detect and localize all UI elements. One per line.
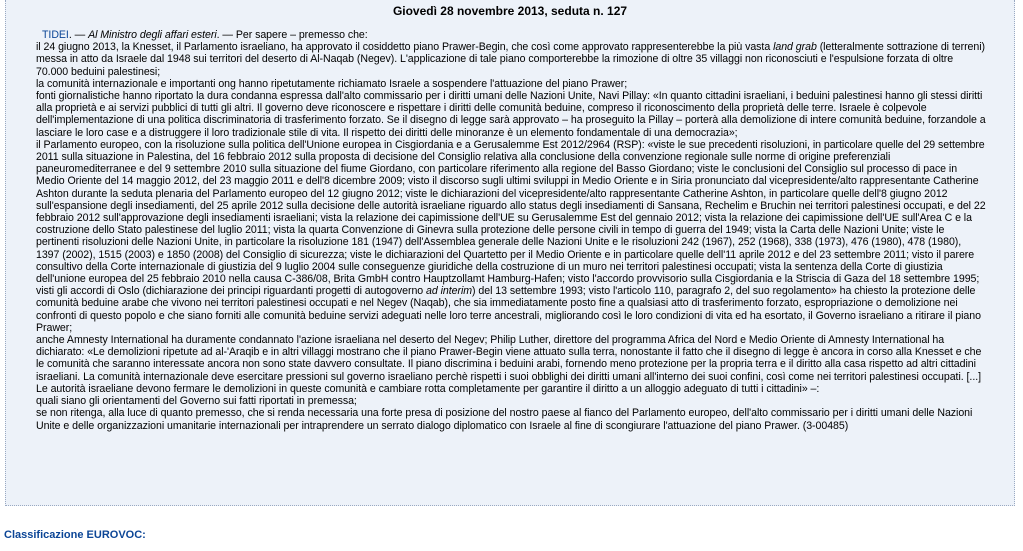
paragraph-1-part-a: il 24 giugno 2013, la Knesset, il Parlamento israeliano, ha approvato il cosiddetto piano Prawer-Begin, che così come approvato rappresenterebbe la più vasta — [36, 41, 774, 54]
recipient: Al Ministro degli affari esteri — [88, 29, 217, 41]
paragraph-4-part-b: ) del 13 settembre 1993; visto l'articolo 110, paragrafo 2, del suo regolamento» ha chiesto la protezione delle comunità beduine arabe che vivono nei territori palestinesi occupati e nel Negev (Naqab), che sia immediatamente posto fine a qualsiasi atto di trasferimento forzato, espropriazione o demolizione nei confronti di questo popolo e che siano forniti alle comunità beduine servizi adeguati nelle loro terre ancestrali, migliorando così le loro condizioni di vita ed ha esortato, il Governo israeliano a ritirare il piano Prawer; — [36, 285, 981, 334]
paragraph-4 — [36, 139, 987, 334]
paragraph-6: quali siano gli orientamenti del Governo sui fatti riportati in premessa; — [36, 395, 357, 408]
paragraph-2: la comunità internazionale e importanti ong hanno ripetutamente richiamato Israele a sospendere l'attuazione del piano Prawer; — [36, 77, 628, 90]
interrogation-panel — [5, 0, 1015, 506]
paragraph-4-italic: ad interim — [426, 285, 473, 298]
paragraph-3: fonti giornalistiche hanno riportato la dura condanna espressa dall'alto commissario per i diritti umani delle Nazioni Unite, Navi Pillay: «In quanto cittadini israeliani, i beduini palestinesi hanno gli stessi diritti alla proprietà e ai servizi pubblici di tutti gli altri. Il governo deve riconoscere e rispettare i diritti delle comunità beduine, compreso il riconoscimento della proprietà delle terre. Israele è colpevole dell'implementazione di una politica discriminatoria di trasferimento forzato. Se il disegno di legge sarà approvato – ha proseguito la Pillay – porterà alla demolizione di intere comunità beduine, forzandole a lasciare le loro case e a distruggere il loro tradizionale stile di vita. Il rispetto dei diritti delle minoranze è un elemento fondamentale di una democrazia»; — [36, 90, 986, 139]
intro-text: . — Per sapere – premesso che: — [216, 29, 368, 41]
paragraph-1-part-b: (letteralmente sottrazione di terreni) messa in atto da Israele dal 1948 sui territori del deserto di Al-Naqab (Negev). L'applicazione di tale piano comporterebbe la rimozione di oltre 35 villaggi non riconosciuti e l'espulsione forzata di oltre 70.000 beduini palestinesi; — [36, 41, 986, 78]
session-title: Giovedì 28 novembre 2013, seduta n. 127 — [392, 4, 628, 18]
paragraph-1-italic: land grab — [773, 41, 817, 54]
interrogation-intro — [36, 29, 987, 41]
eurovoc-classification-heading: Classificazione EUROVOC: — [4, 529, 146, 541]
paragraph-5: anche Amnesty International ha duramente condannato l'azione israeliana nel deserto del Negev; Philip Luther, direttore del programma Africa del Nord e Medio Oriente di Amnesty International ha dichiarato: «Le demolizioni ripetute ad al-'Araqib e in altri villaggi mostrano che il piano Prawer-Begin viene attuato sulla terra, nonostante il fatto che il disegno di legge è ancora in corso alla Knesset e che le comunità che saranno interessate ancora non sono state davvero consultate. Il piano discrimina i beduini arabi, fornendo meno protezione per la propria terra e il diritto alla casa rispetto ad altri cittadini israeliani. La comunità internazionale deve esercitare pressioni sul governo israeliano perchè rispetti i suoi obblighi dei diritti umani all'interno dei suoi confini, così come nei territori palestinesi occupati. [...] Le autorità israeliane devono fermare le demolizioni in queste comunità e cambiare rotta completamente per garantire il diritto a un alloggio adeguato di tutti i cittadini» –: — [36, 334, 982, 395]
author-name[interactable]: TIDEI — [42, 29, 69, 41]
paragraph-1 — [36, 41, 987, 78]
paragraph-4-part-a: il Parlamento europeo, con la risoluzione sulla politica dell'Unione europea in Cisgiordania e a Gerusalemme Est 2012/2964 (RSP): «viste le sue precedenti risoluzioni, in particolare quelle del 29 settembre 2011 sulla situazione in Palestina, del 16 febbraio 2012 sulla proposta di decisione del Consiglio relativa alla conclusione della convenzione regionale sulle norme di origine preferenziali paneuromediterranee e del 9 settembre 2010 sulla situazione del fiume Giordano, con particolare riferimento alla regione del Basso Giordano; viste le conclusioni del Consiglio sul processo di pace in Medio Oriente del 14 maggio 2012, del 23 maggio 2011 e dell'8 dicembre 2009; visto il discorso sugli ultimi sviluppi in Medio Oriente e in Siria pronunciato dal vicepresidente/alto rappresentante Catherine Ashton durante la seduta plenaria del Parlamento europeo del 12 giugno 2012; viste le dichiarazioni del vicepresidente/alto rappresentante Catherine Ashton, in particolare quelle dell'8 giugno 2012 sull'espansione degli insediamenti, del 25 aprile 2012 sulla decisione delle autorità israeliane riguardo allo status degli insediamenti di Sansana, Rechelim e Bruchin nei territori palestinesi occupati, e del 22 febbraio 2012 sull'approvazione degli insediamenti israeliani; vista la relazione dei capimissione dell'UE su Gerusalemme Est del gennaio 2012; vista la relazione dei capimissione dell'UE sull'Area C e la costruzione dello Stato palestinese del luglio 2011; vista la quarta Convenzione di Ginevra sulla protezione delle persone civili in tempo di guerra del 1949; vista la Carta delle Nazioni Unite; viste le pertinenti risoluzioni delle Nazioni Unite, in particolare la risoluzione 181 (1947) dell'Assemblea generale delle Nazioni Unite e le risoluzioni 242 (1967), 252 (1968), 338 (1973), 476 (1980), 478 (1980), 1397 (2002), 1515 (2003) e 1850 (2008) del Consiglio di sicurezza; viste le dichiarazioni del Quartetto per il Medio Oriente e in particolare quelle dell'11 aprile 2012 e del 23 settembre 2011; visto il parere consultivo della Corte internazionale di giustizia del 9 luglio 2004 sulle conseguenze giuridiche della costruzione di un muro nei territori palestinesi occupati; vista la sentenza della Corte di giustizia dell'unione europea del 25 febbraio 2010 nella causa C-386/08, Brita GmbH contro Hauptzollamt Hamburg-Hafen; visto l'accordo provvisorio sulla Cisgiordania e la Striscia di Gaza del 18 settembre 1995; visti gli accordi di Oslo (dichiarazione dei principi riguardanti progetti di autogoverno — [36, 138, 986, 298]
paragraph-7: se non ritenga, alla luce di quanto premesso, che si renda necessaria una forte presa di posizione del nostro paese al fianco del Parlamento europeo, dell'alto commissario per i diritti umani delle Nazioni Unite e delle organizzazioni umanitarie internazionali per intraprendere un serrato dialogo diplomatico con Israele al fine di scongiurare l'attuazione del piano Prawer. (3-00485) — [36, 407, 973, 432]
interrogation-text — [6, 22, 1014, 432]
separator: . — — [68, 29, 89, 41]
